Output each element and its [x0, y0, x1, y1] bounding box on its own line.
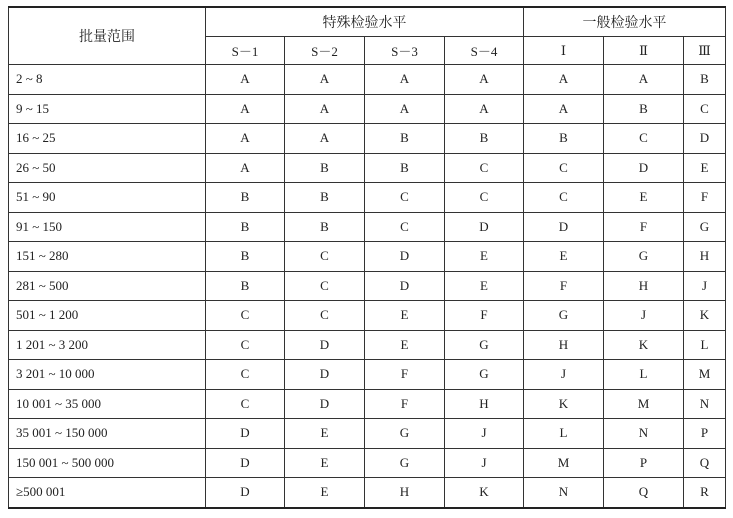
table-row	[9, 419, 726, 449]
sample-code-cell: Q	[684, 448, 726, 478]
level-s3-header: S－3	[365, 37, 445, 65]
sample-code-cell: G	[524, 301, 604, 331]
sample-code-cell: D	[285, 389, 365, 419]
sample-code-cell: D	[206, 448, 285, 478]
sample-code-cell: A	[524, 65, 604, 95]
sample-code-table-container	[8, 6, 726, 509]
sample-code-cell: C	[365, 212, 445, 242]
sample-code-cell: P	[684, 419, 726, 449]
sample-code-cell: H	[684, 242, 726, 272]
level-i-header: Ⅰ	[524, 37, 604, 65]
sample-code-cell: C	[365, 183, 445, 213]
level-s1-header: S－1	[206, 37, 285, 65]
sample-code-cell: A	[445, 94, 524, 124]
sample-code-cell: C	[206, 389, 285, 419]
lot-size-range-cell: ≥500 001	[9, 478, 206, 508]
table-row	[9, 330, 726, 360]
special-inspection-level-header: 特殊检验水平	[206, 7, 524, 37]
table-body	[9, 65, 726, 508]
table-row	[9, 242, 726, 272]
sample-code-cell: C	[524, 183, 604, 213]
sample-code-cell: B	[206, 212, 285, 242]
sample-code-cell: E	[445, 271, 524, 301]
sample-code-cell: P	[604, 448, 684, 478]
sample-code-cell: C	[445, 183, 524, 213]
sample-code-cell: G	[684, 212, 726, 242]
sample-code-cell: G	[445, 360, 524, 390]
sample-code-cell: C	[285, 242, 365, 272]
sample-code-cell: L	[684, 330, 726, 360]
sample-code-cell: J	[445, 419, 524, 449]
sample-code-cell: D	[365, 242, 445, 272]
sample-code-cell: A	[365, 94, 445, 124]
sample-code-cell: C	[285, 271, 365, 301]
table-row	[9, 301, 726, 331]
sample-code-cell: J	[445, 448, 524, 478]
table-row	[9, 94, 726, 124]
sample-code-cell: H	[524, 330, 604, 360]
sample-code-cell: E	[684, 153, 726, 183]
sample-code-cell: D	[206, 478, 285, 508]
sample-code-cell: G	[445, 330, 524, 360]
sample-code-cell: H	[445, 389, 524, 419]
lot-size-range-cell: 10 001 ~ 35 000	[9, 389, 206, 419]
sample-code-cell: N	[524, 478, 604, 508]
sample-code-cell: R	[684, 478, 726, 508]
sample-code-cell: D	[524, 212, 604, 242]
lot-size-range-cell: 1 201 ~ 3 200	[9, 330, 206, 360]
level-s4-header: S－4	[445, 37, 524, 65]
sample-code-cell: F	[684, 183, 726, 213]
sample-code-cell: A	[445, 65, 524, 95]
sample-code-cell: D	[285, 360, 365, 390]
sample-code-cell: N	[604, 419, 684, 449]
sample-code-cell: G	[365, 419, 445, 449]
sample-code-cell: E	[285, 478, 365, 508]
sample-code-cell: F	[445, 301, 524, 331]
sample-code-cell: B	[206, 271, 285, 301]
header-row-groups	[9, 7, 726, 37]
sample-code-cell: D	[206, 419, 285, 449]
sample-code-cell: B	[604, 94, 684, 124]
level-iii-header: Ⅲ	[684, 37, 726, 65]
sample-code-cell: E	[285, 448, 365, 478]
sample-code-cell: A	[206, 153, 285, 183]
sample-code-cell: A	[206, 124, 285, 154]
table-row	[9, 448, 726, 478]
sample-code-cell: C	[445, 153, 524, 183]
table-row	[9, 212, 726, 242]
sample-code-cell: A	[524, 94, 604, 124]
sample-code-cell: C	[285, 301, 365, 331]
sample-code-cell: M	[604, 389, 684, 419]
sample-code-cell: J	[684, 271, 726, 301]
sample-code-cell: E	[285, 419, 365, 449]
sample-code-cell: B	[285, 183, 365, 213]
sample-code-cell: C	[206, 301, 285, 331]
lot-size-range-cell: 16 ~ 25	[9, 124, 206, 154]
sample-code-cell: B	[365, 153, 445, 183]
sample-code-cell: E	[604, 183, 684, 213]
sample-code-cell: K	[445, 478, 524, 508]
sample-code-cell: D	[285, 330, 365, 360]
sample-code-cell: K	[524, 389, 604, 419]
table-row	[9, 389, 726, 419]
lot-size-range-cell: 9 ~ 15	[9, 94, 206, 124]
sample-code-cell: Q	[604, 478, 684, 508]
sample-code-cell: A	[285, 124, 365, 154]
level-ii-header: Ⅱ	[604, 37, 684, 65]
sample-code-cell: C	[206, 360, 285, 390]
lot-size-range-cell: 35 001 ~ 150 000	[9, 419, 206, 449]
sample-code-cell: K	[684, 301, 726, 331]
sample-code-cell: A	[206, 94, 285, 124]
sample-code-cell: B	[285, 212, 365, 242]
lot-size-range-cell: 2 ~ 8	[9, 65, 206, 95]
sample-code-cell: C	[524, 153, 604, 183]
sample-code-cell: C	[684, 94, 726, 124]
lot-size-range-cell: 91 ~ 150	[9, 212, 206, 242]
sample-code-cell: G	[604, 242, 684, 272]
lot-size-range-header: 批量范围	[9, 7, 206, 65]
sample-code-cell: C	[604, 124, 684, 154]
sample-code-cell: F	[365, 389, 445, 419]
lot-size-range-cell: 150 001 ~ 500 000	[9, 448, 206, 478]
sample-code-cell: F	[604, 212, 684, 242]
sample-size-code-table	[8, 6, 726, 509]
sample-code-cell: D	[445, 212, 524, 242]
sample-code-cell: D	[365, 271, 445, 301]
lot-size-range-cell: 51 ~ 90	[9, 183, 206, 213]
table-row	[9, 124, 726, 154]
sample-code-cell: B	[684, 65, 726, 95]
lot-size-range-cell: 501 ~ 1 200	[9, 301, 206, 331]
sample-code-cell: J	[524, 360, 604, 390]
sample-code-cell: F	[365, 360, 445, 390]
sample-code-cell: E	[445, 242, 524, 272]
table-row	[9, 153, 726, 183]
sample-code-cell: E	[365, 301, 445, 331]
lot-size-range-cell: 151 ~ 280	[9, 242, 206, 272]
level-s2-header: S－2	[285, 37, 365, 65]
sample-code-cell: L	[524, 419, 604, 449]
sample-code-cell: L	[604, 360, 684, 390]
sample-code-cell: H	[604, 271, 684, 301]
sample-code-cell: J	[604, 301, 684, 331]
lot-size-range-cell: 3 201 ~ 10 000	[9, 360, 206, 390]
sample-code-cell: M	[524, 448, 604, 478]
sample-code-cell: N	[684, 389, 726, 419]
general-inspection-level-header: 一般检验水平	[524, 7, 726, 37]
sample-code-cell: B	[206, 242, 285, 272]
sample-code-cell: B	[445, 124, 524, 154]
sample-code-cell: B	[206, 183, 285, 213]
table-row	[9, 271, 726, 301]
lot-size-range-cell: 26 ~ 50	[9, 153, 206, 183]
table-row	[9, 65, 726, 95]
table-row	[9, 360, 726, 390]
sample-code-cell: D	[684, 124, 726, 154]
sample-code-cell: B	[524, 124, 604, 154]
sample-code-cell: E	[365, 330, 445, 360]
sample-code-cell: A	[285, 94, 365, 124]
sample-code-cell: C	[206, 330, 285, 360]
sample-code-cell: H	[365, 478, 445, 508]
table-row	[9, 183, 726, 213]
sample-code-cell: A	[206, 65, 285, 95]
sample-code-cell: A	[365, 65, 445, 95]
lot-size-range-cell: 281 ~ 500	[9, 271, 206, 301]
sample-code-cell: F	[524, 271, 604, 301]
sample-code-cell: G	[365, 448, 445, 478]
sample-code-cell: M	[684, 360, 726, 390]
sample-code-cell: A	[285, 65, 365, 95]
sample-code-cell: K	[604, 330, 684, 360]
table-row	[9, 478, 726, 508]
sample-code-cell: B	[285, 153, 365, 183]
sample-code-cell: D	[604, 153, 684, 183]
sample-code-cell: B	[365, 124, 445, 154]
sample-code-cell: A	[604, 65, 684, 95]
sample-code-cell: E	[524, 242, 604, 272]
